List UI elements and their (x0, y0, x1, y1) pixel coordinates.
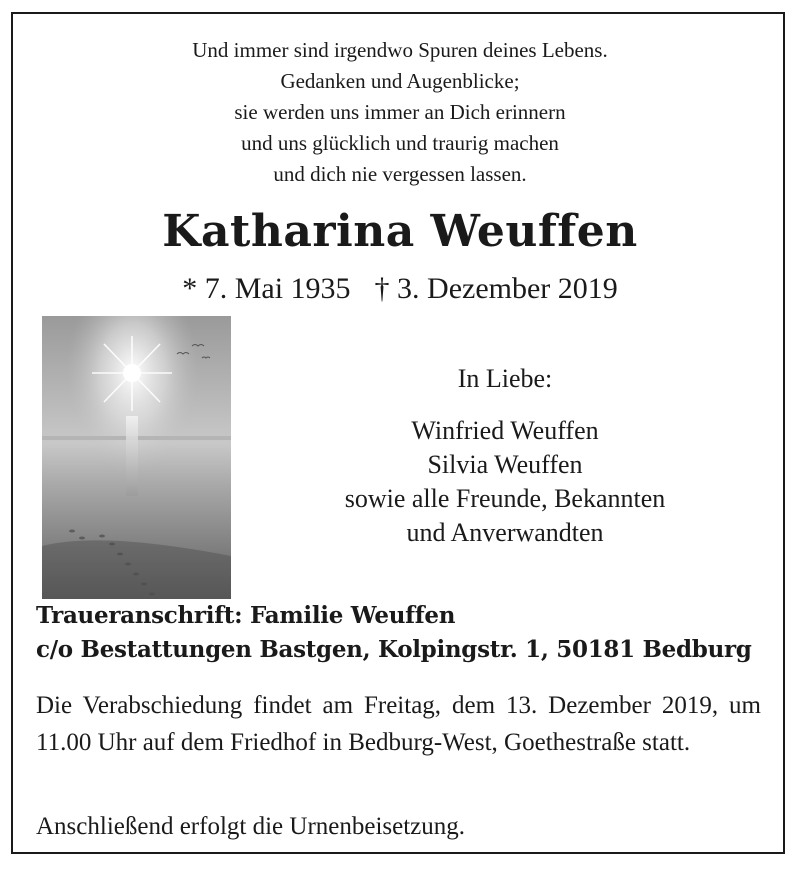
poem-line: sie werden uns immer an Dich erinnern (234, 100, 566, 124)
address-line: c/o Bestattungen Bastgen, Kolpingstr. 1, 50181 Bedburg (36, 636, 752, 663)
mourners-heading: In Liebe: (457, 364, 553, 393)
poem (0, 35, 800, 190)
death-date: † 3. Dezember 2019 (374, 272, 618, 305)
mourner-name: sowie alle Freunde, Bekannten (344, 484, 666, 513)
life-dates (0, 272, 800, 306)
mourners-list (310, 414, 700, 550)
sunset-sea-photo-icon (42, 316, 231, 599)
birth-date: * 7. Mai 1935 (182, 272, 351, 305)
mourner-name: Silvia Weuffen (427, 450, 583, 479)
mourner-name: Winfried Weuffen (411, 416, 599, 445)
mourner-name: und Anverwandten (406, 518, 604, 547)
poem-line: Gedanken und Augenblicke; (280, 69, 520, 93)
address-line: Traueranschrift: Familie Weuffen (36, 602, 456, 629)
poem-line: und uns glücklich und traurig machen (241, 131, 559, 155)
deceased-name: Katharina Weuffen (162, 206, 638, 257)
memorial-photo (42, 316, 231, 599)
poem-line: Und immer sind irgendwo Spuren deines Lebens. (192, 38, 608, 62)
poem-line: und dich nie vergessen lassen. (273, 162, 527, 186)
followup-text: Anschließend erfolgt die Urnenbeisetzung. (36, 813, 466, 840)
ceremony-text: Die Verabschiedung findet am Freitag, dem 13. Dezember 2019, um 11.00 Uhr auf dem Friedhof in Bedburg-West, Goethestraße statt. (36, 692, 761, 756)
mourning-address (36, 599, 752, 667)
